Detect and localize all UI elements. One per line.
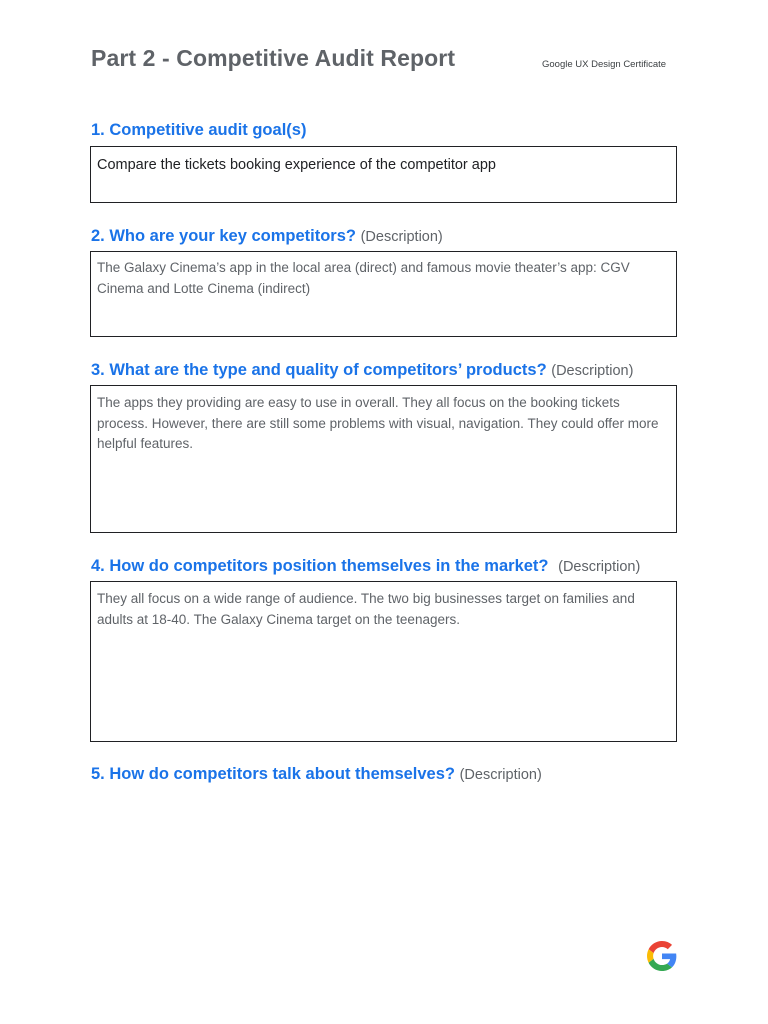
section-3-heading	[91, 361, 633, 380]
section-2-answer: The Galaxy Cinema’s app in the local area (direct) and famous movie theater’s app: CGV Cinema and Lotte Cinema (indirect)	[97, 260, 630, 296]
section-5-heading	[91, 765, 542, 784]
section-3-question: 3. What are the type and quality of competitors’ products?	[91, 361, 547, 379]
section-3-description: (Description)	[551, 363, 634, 379]
section-4-answer-box[interactable]	[90, 581, 677, 742]
certificate-label: Google UX Design Certificate	[542, 59, 667, 70]
section-3-answer-box[interactable]	[90, 385, 677, 533]
section-2-description: (Description)	[360, 229, 443, 245]
section-4-answer: They all focus on a wide range of audience. The two big businesses target on families and adults at 18-40. The Galaxy Cinema target on the teenagers.	[97, 591, 635, 627]
section-1-question: 1. Competitive audit goal(s)	[91, 121, 307, 139]
section-2-answer-box[interactable]	[90, 251, 677, 337]
google-g-logo-icon	[647, 940, 677, 972]
section-1-answer-box[interactable]	[90, 146, 677, 203]
section-3-answer: The apps they providing are easy to use in overall. They all focus on the booking tickets process. However, there are still some problems with visual, navigation. They could offer more helpful features.	[97, 395, 659, 451]
section-1-heading	[91, 121, 306, 140]
section-5-description: (Description)	[459, 767, 542, 783]
section-5-question: 5. How do competitors talk about themselves?	[91, 765, 455, 783]
page-title: Part 2 - Competitive Audit Report	[91, 45, 456, 71]
section-1-answer: Compare the tickets booking experience of the competitor app	[97, 157, 496, 173]
section-2-heading	[91, 227, 443, 246]
section-2-question: 2. Who are your key competitors?	[91, 227, 356, 245]
section-4-heading	[91, 557, 640, 576]
section-4-description: (Description)	[558, 559, 641, 575]
section-4-question: 4. How do competitors position themselves in the market?	[91, 557, 549, 575]
